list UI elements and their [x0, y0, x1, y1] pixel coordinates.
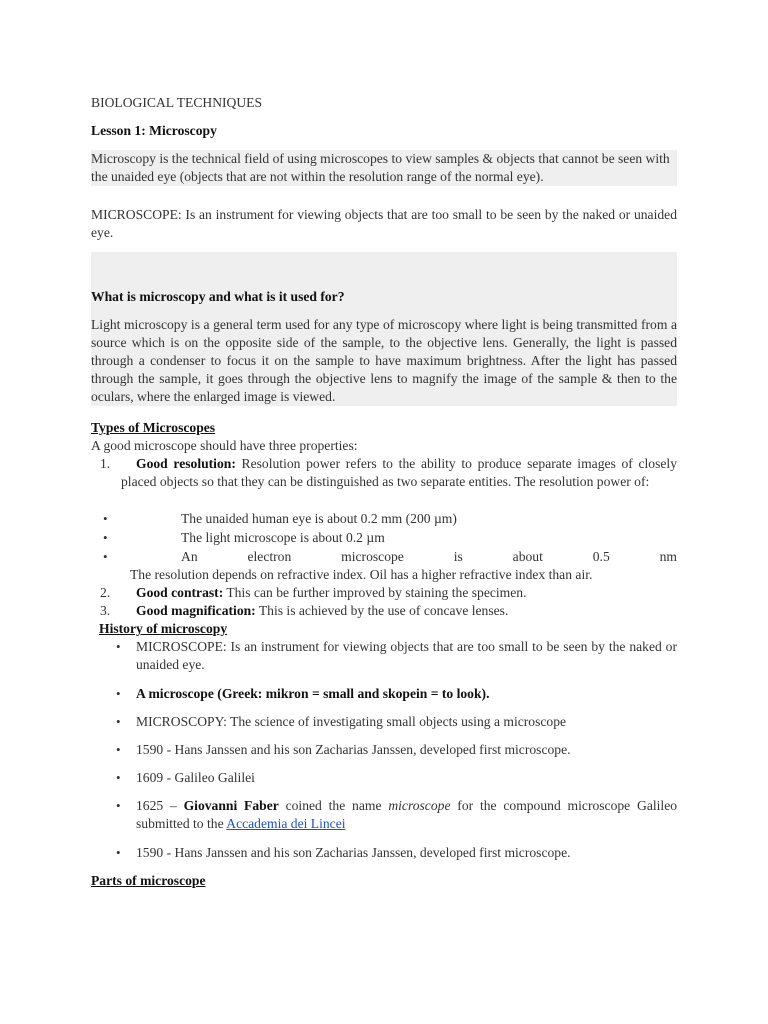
history-item: MICROSCOPY: The science of investigating small objects using a microscope [136, 714, 567, 729]
faber-name: Giovanni Faber [183, 798, 279, 813]
faber-year: 1625 – [136, 798, 184, 813]
history-title: History of microscopy [99, 621, 228, 636]
property-resolution [121, 455, 677, 491]
faber-mid: coined the name [278, 798, 389, 813]
resolution-electron: An electron microscope is about 0.5 nm [181, 549, 677, 564]
types-title: Types of Microscopes [91, 420, 216, 435]
document-heading: BIOLOGICAL TECHNIQUES [91, 95, 263, 110]
light-microscopy-paragraph: Light microscopy is a general term used for any type of microscopy where light is being transmitted from a source which is on the opposite side of the sample, to the objective lens. Generally, the light is passed through a condenser to focus it on the sample to have maximum brightness. After the light has passed through the sample, it goes through the objective lens to magnify the image of the sample & then to the oculars, where the enlarged image is viewed. [91, 317, 677, 404]
property-contrast-label: Good contrast: [136, 585, 224, 600]
property-resolution-text: Resolution power refers to the ability to produce separate images of closely placed objects so that they can be distinguished as two separate entities. The resolution power of: [121, 456, 678, 489]
shaded-gap [91, 306, 677, 316]
bullet-icon: • [103, 511, 108, 526]
history-item: 1590 - Hans Janssen and his son Zacharias Janssen, developed first microscope. [136, 845, 571, 860]
property-magnification [136, 602, 508, 620]
accademia-link[interactable]: Accademia dei Lincei [226, 816, 346, 831]
parts-title: Parts of microscope [91, 873, 206, 888]
bullet-icon: • [103, 530, 108, 545]
lesson-title: Lesson 1: Microscopy [91, 123, 217, 138]
resolution-eye: The unaided human eye is about 0.2 mm (200 µm) [181, 511, 457, 526]
bullet-icon: • [116, 686, 121, 701]
types-lead: A good microscope should have three properties: [91, 438, 358, 453]
property-number-1: 1. [100, 456, 111, 471]
resolution-light: The light microscope is about 0.2 µm [181, 530, 385, 545]
bullet-icon: • [116, 798, 121, 813]
history-item-faber [136, 797, 677, 833]
history-item: MICROSCOPE: Is an instrument for viewing objects that are too small to be seen by the naked or unaided eye. [136, 639, 677, 672]
bullet-icon: • [103, 549, 108, 564]
resolution-note: The resolution depends on refractive index. Oil has a higher refractive index than air. [130, 567, 593, 582]
property-contrast-text: This can be further improved by staining the specimen. [223, 585, 527, 600]
bullet-icon: • [116, 742, 121, 757]
bullet-icon: • [116, 714, 121, 729]
history-item: 1590 - Hans Janssen and his son Zacharias Janssen, developed first microscope. [136, 742, 571, 757]
intro-paragraph: Microscopy is the technical field of using microscopes to view samples & objects that cannot be seen with the unaided eye (objects that are not within the resolution range of the normal eye). [91, 150, 677, 186]
bullet-icon: • [116, 845, 121, 860]
property-number-2: 2. [100, 585, 111, 600]
bullet-icon: • [116, 639, 121, 654]
property-magnification-label: Good magnification: [136, 603, 256, 618]
property-number-3: 3. [100, 603, 111, 618]
property-resolution-label: Good resolution: [136, 456, 236, 471]
history-item: 1609 - Galileo Galilei [136, 770, 255, 785]
property-contrast [136, 584, 526, 602]
shaded-band [91, 252, 677, 288]
bullet-icon: • [116, 770, 121, 785]
history-item: A microscope (Greek: mikron = small and skopein = to look). [136, 686, 490, 701]
faber-end: for the compound microscope Galileo submitted to the [136, 798, 678, 831]
question-heading: What is microscopy and what is it used for? [91, 288, 677, 306]
property-magnification-text: This is achieved by the use of concave lenses. [255, 603, 509, 618]
microscope-definition: MICROSCOPE: Is an instrument for viewing objects that are too small to be seen by the naked or unaided eye. [91, 207, 677, 240]
faber-word: microscope [388, 798, 451, 813]
